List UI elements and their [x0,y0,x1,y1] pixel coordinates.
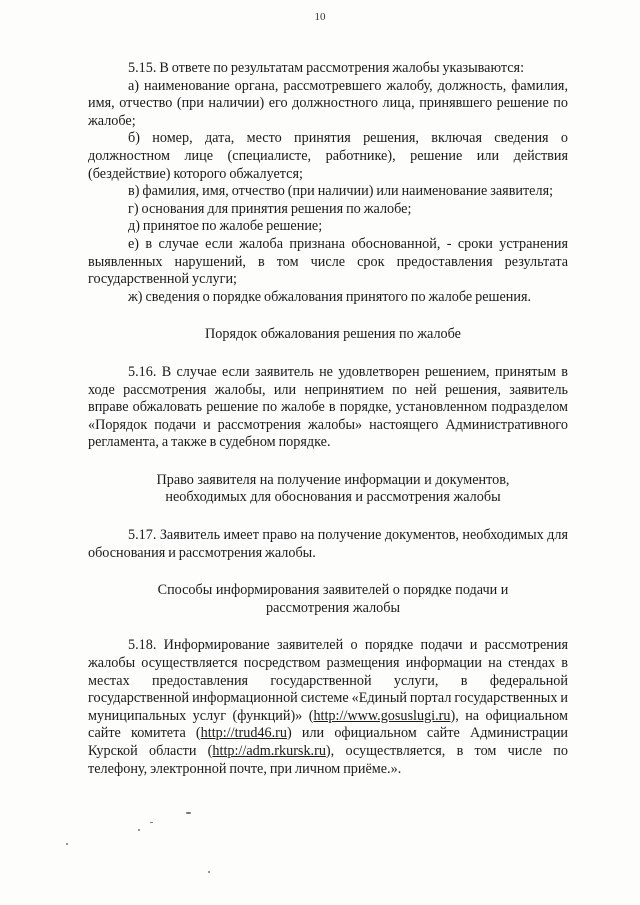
heading-right-line-2: необходимых для обоснования и рассмотрения жалобы [165,489,501,506]
scan-speck [186,812,191,814]
list-item-g: г) основания для принятия решения по жалобе; [128,200,412,217]
heading-inform-line-2: рассмотрения жалобы [265,599,401,616]
section-5-17: 5.17. Заявитель имеет право на получение документов, необходимых для обоснования и рассмотрения жалобы. [88,527,568,561]
scan-speck [66,843,68,845]
section-5-18-text-3: ) или официальном сайте Администрации Курской области ( [88,725,569,759]
list-item-d: д) принятое по жалобе решение; [128,218,323,235]
list-item-a: а) наименование органа, рассмотревшего жалобу, должность, фамилия, имя, отчество (при наличии) его должностного лица, принявшего решение по жалобе; [88,77,568,129]
list-item-b: б) номер, дата, место принятия решения, включая сведения о должностном лице (специалисте, работнике), решение или действия (бездействие) которого обжалуется; [88,130,568,182]
heading-right-line-1: Право заявителя на получение информации и документов, [156,471,510,488]
list-item-v: в) фамилия, имя, отчество (при наличии) или наименование заявителя; [128,183,554,200]
page-content [88,60,568,778]
heading-right-to-information [88,472,568,507]
link-gosuslugi[interactable]: http://www.gosuslugi.ru [313,707,451,724]
list-item-e: е) в случае если жалоба признана обоснованной, - сроки устранения выявленных нарушений, в том числе срок предоставления результата государственной услуги; [88,235,568,288]
scan-speck [138,829,140,831]
section-5-18-text-1: 5.18. Информирование заявителей о порядке подачи и рассмотрения жалобы осуществляется посредством размещения информации на стендах в местах предоставления государственной услуги, в федеральной государственной информационной системе «Единый портал государственных и муниципальных услуг (функций)» ( [88,637,568,724]
heading-informing-methods [88,582,568,617]
heading-inform-line-1: Способы информирования заявителей о порядке подачи и [157,582,509,599]
section-5-18-text-2: ), на официальном сайте комитета ( [88,707,568,742]
section-5-16: 5.16. В случае если заявитель не удовлетворен решением, принятым в ходе рассмотрения жалобы, или непринятием по ней решения, заявитель вправе обжаловать решение по жалобе в порядке, установленном подразделом «Порядок подачи и рассмотрения жалобы» настоящего Административного регламента, а также в судебном порядке. [88,363,568,451]
page-number: 10 [314,11,326,23]
section-5-18-text-4: ), осуществляется, в том числе по телефону, электронной почте, при личном приёме.». [88,743,568,777]
link-trud46[interactable]: http://trud46.ru [200,725,287,742]
heading-appeal-procedure: Порядок обжалования решения по жалобе [205,326,461,343]
section-5-15-intro: 5.15. В ответе по результатам рассмотрения жалобы указываются: [128,60,525,76]
list-item-zh: ж) сведения о порядке обжалования принятого по жалобе решения. [128,288,532,305]
scan-speck [208,871,210,873]
link-adm-rkursk[interactable]: http://adm.rkursk.ru [212,743,326,759]
scan-speck [150,822,153,823]
section-5-18 [88,637,568,778]
